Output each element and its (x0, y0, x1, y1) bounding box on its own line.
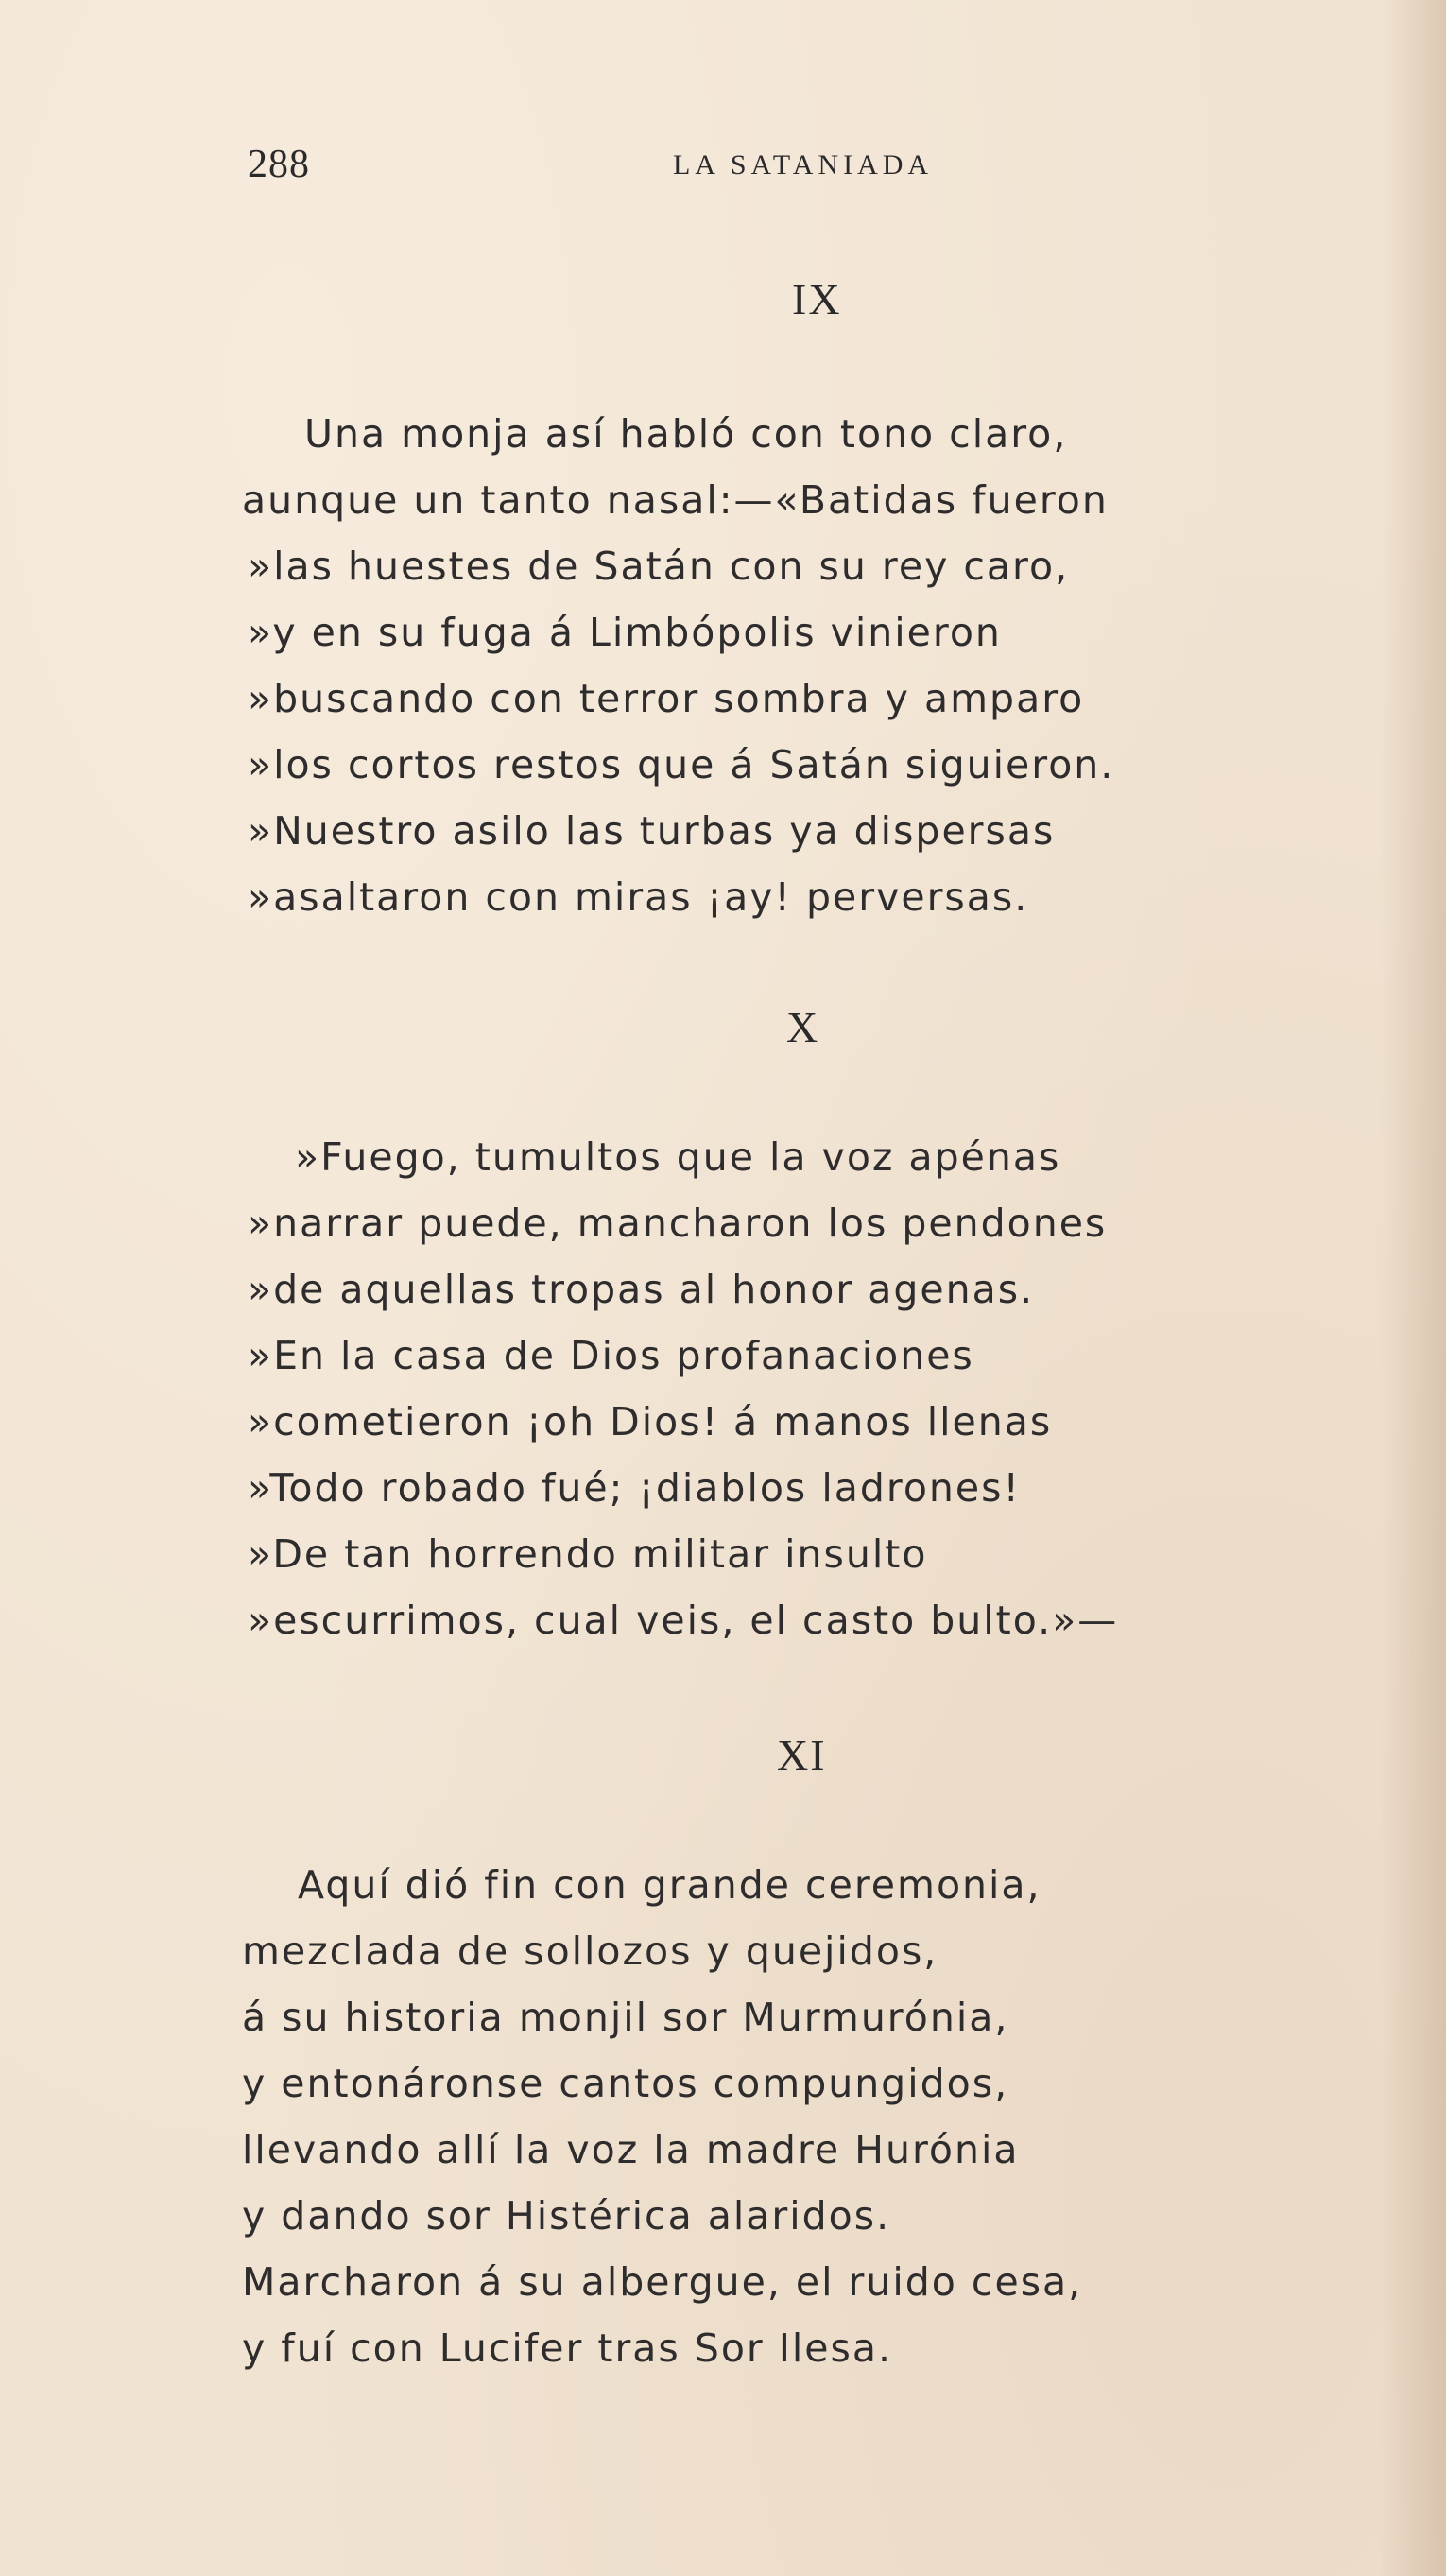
stanza-number-ix: IX (792, 275, 842, 323)
verse-line: »cometieron ¡oh Dios! á manos llenas (248, 1399, 1053, 1444)
running-title: LA SATANIADA (673, 149, 934, 181)
verse-line: »Todo robado fué; ¡diablos ladrones! (248, 1465, 1021, 1511)
verse-line: »y en su fuga á Limbópolis vinieron (248, 610, 1002, 655)
verse-line: »asaltaron con miras ¡ay! perversas. (248, 874, 1029, 920)
verse-line: »las huestes de Satán con su rey caro, (248, 544, 1070, 589)
verse-line: Marcharon á su albergue, el ruido cesa, (242, 2259, 1083, 2305)
page-header (248, 142, 1231, 199)
verse-line: mezclada de sollozos y quejidos, (242, 1928, 938, 1974)
verse-line: y fuí con Lucifer tras Sor Ilesa. (242, 2325, 893, 2371)
verse-line: Aquí dió fin con grande ceremonia, (298, 1862, 1041, 1908)
verse-line: »buscando con terror sombra y amparo (248, 676, 1085, 721)
stanza-number-xi: XI (777, 1731, 827, 1779)
verse-line: »narrar puede, mancharon los pendones (248, 1201, 1108, 1246)
verse-line: »En la casa de Dios profanaciones (248, 1333, 974, 1378)
verse-line: y dando sor Histérica alaridos. (242, 2193, 891, 2239)
verse-line: llevando allí la voz la madre Hurónia (242, 2127, 1020, 2172)
verse-line: á su historia monjil sor Murmurónia, (242, 1995, 1009, 2040)
verse-line: y entonáronse cantos compungidos, (242, 2061, 1009, 2106)
verse-line: Una monja así habló con tono claro, (304, 411, 1068, 457)
page-number: 288 (248, 143, 310, 186)
verse-line: »Nuestro asilo las turbas ya dispersas (248, 808, 1056, 854)
stanza-number-x: X (786, 1003, 820, 1051)
verse-line: »Fuego, tumultos que la voz apénas (295, 1134, 1061, 1180)
verse-line: aunque un tanto nasal:—«Batidas fueron (242, 477, 1109, 523)
verse-line: »los cortos restos que á Satán siguieron. (248, 742, 1115, 787)
page-edge-shadow (1380, 0, 1446, 2576)
verse-line: »De tan horrendo militar insulto (248, 1531, 928, 1577)
verse-line: »escurrimos, cual veis, el casto bulto.»— (248, 1598, 1119, 1643)
verse-line: »de aquellas tropas al honor agenas. (248, 1267, 1035, 1312)
